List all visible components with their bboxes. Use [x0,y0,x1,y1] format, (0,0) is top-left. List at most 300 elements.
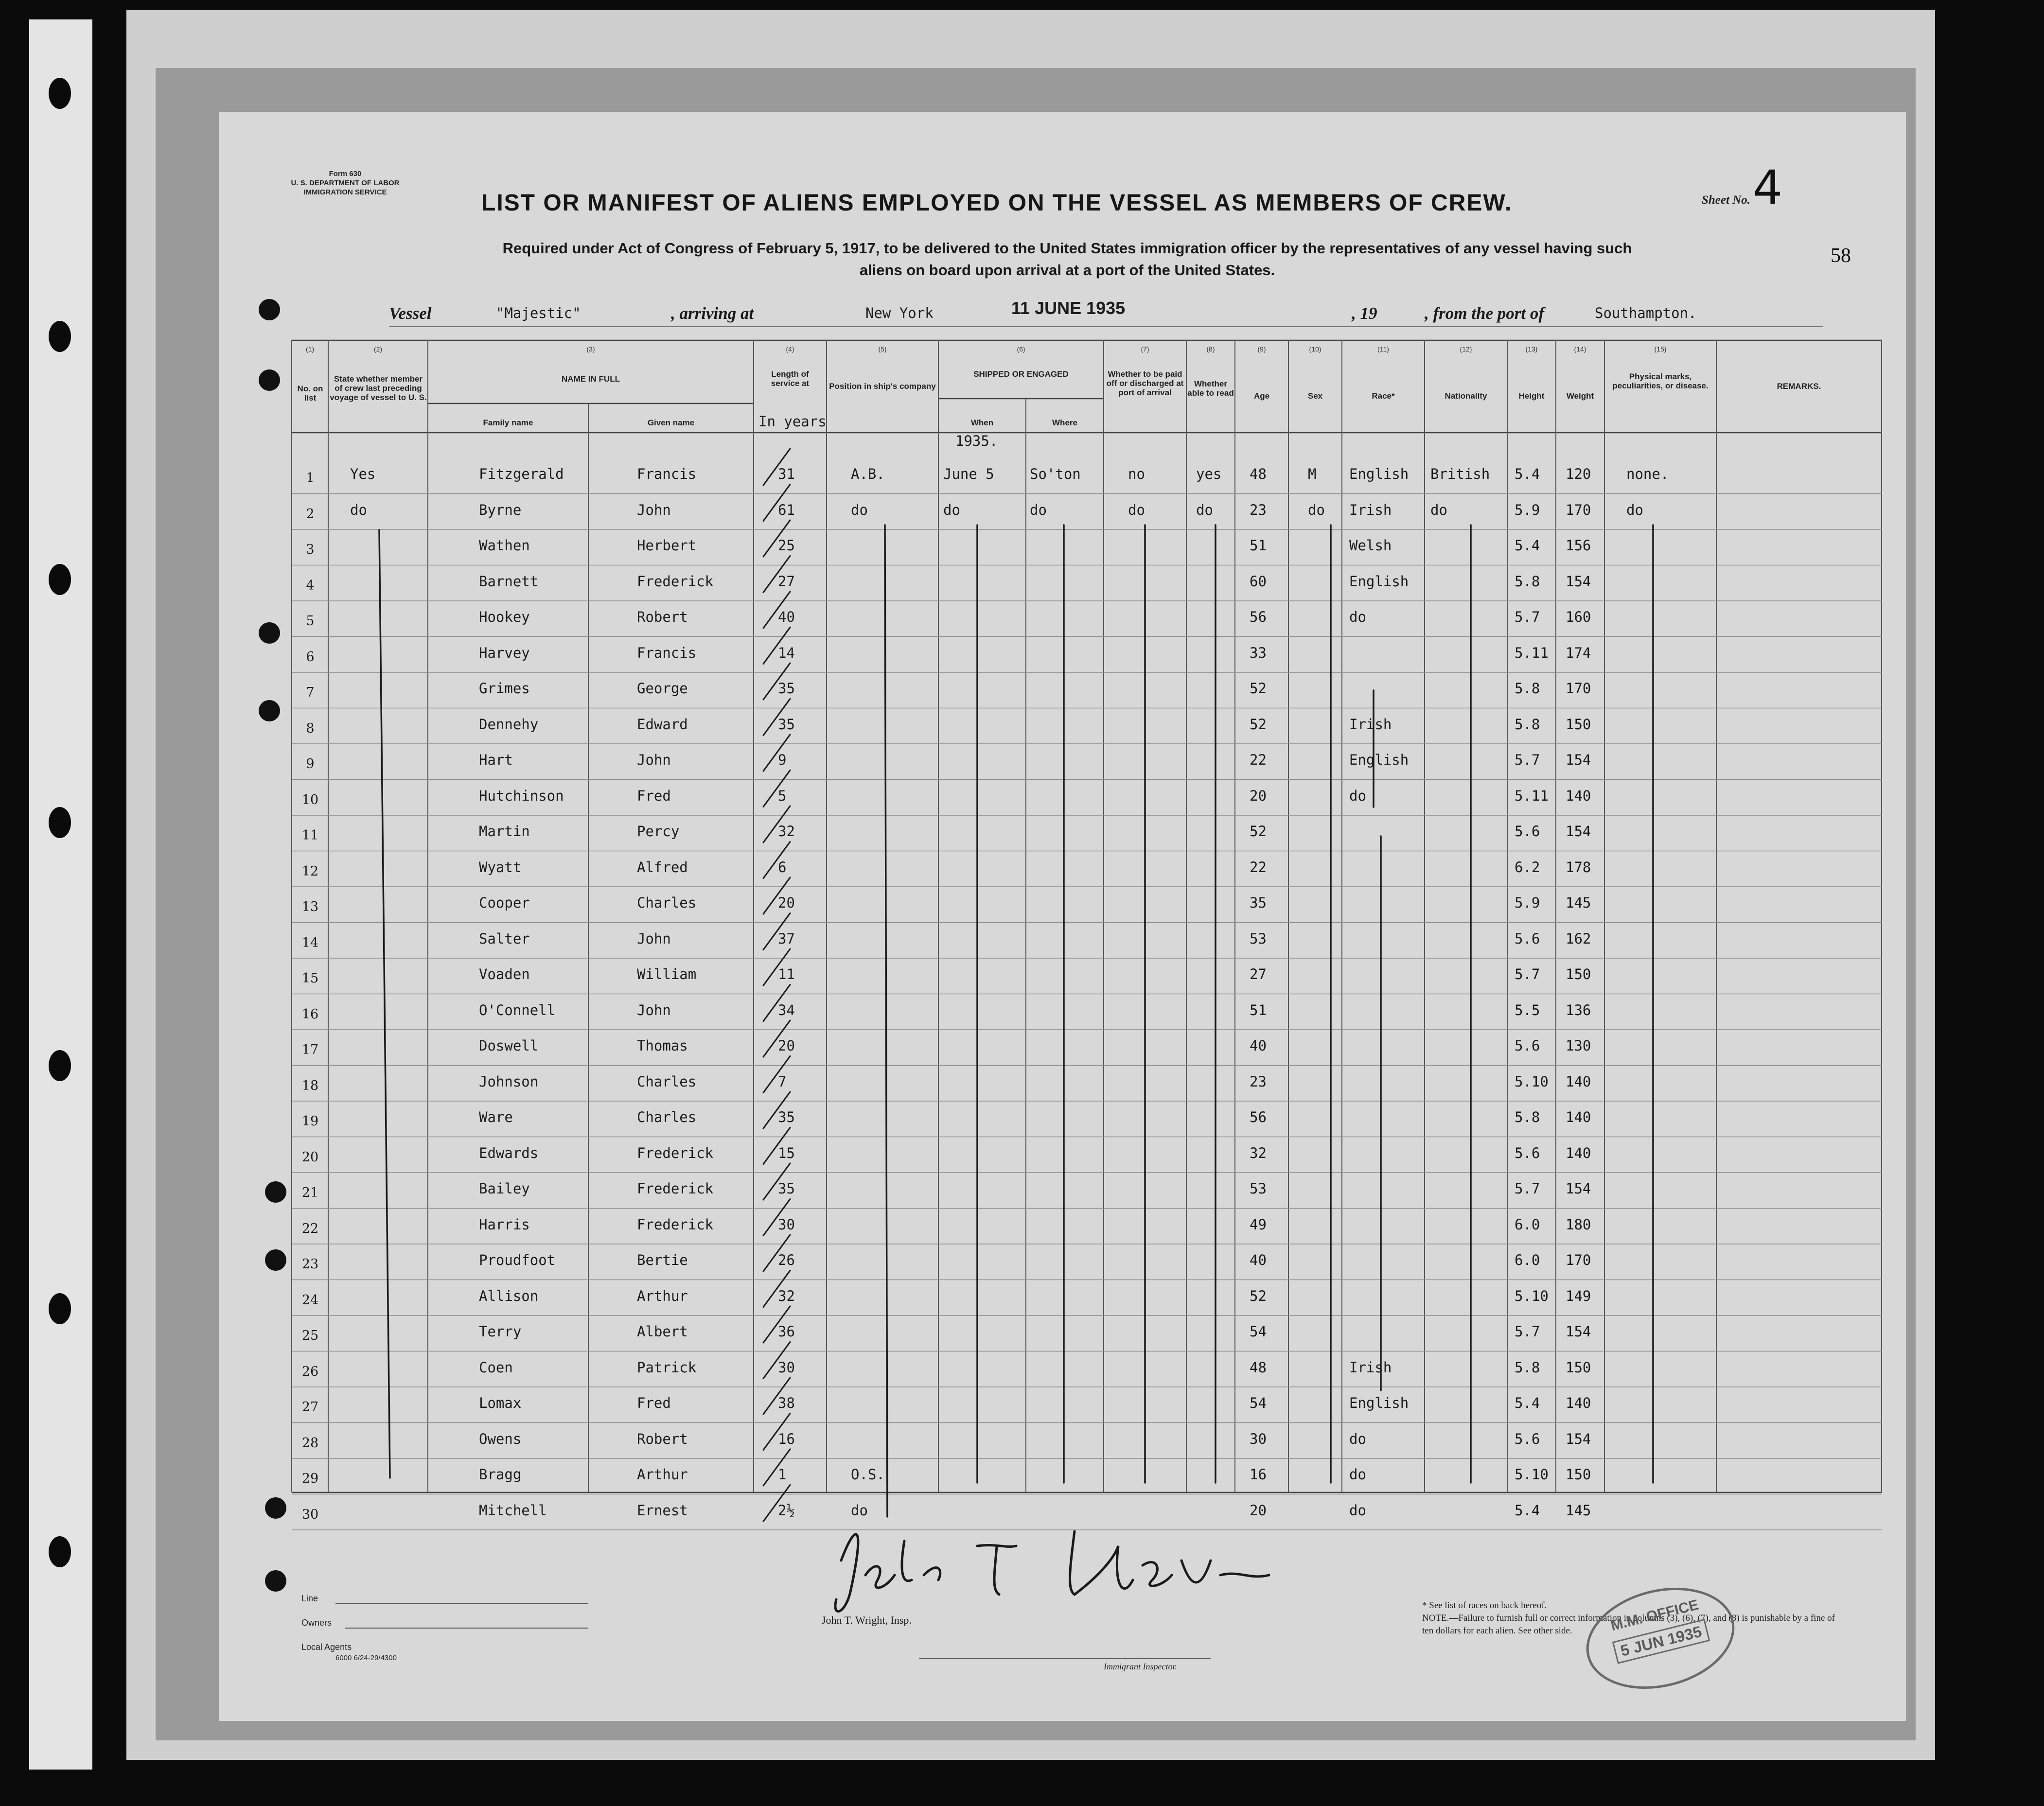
given-name-cell: William [637,966,697,982]
sex-cell: do [1308,501,1325,518]
height-cell: 5.8 [1515,716,1540,733]
row-number-cell: 23 [301,1257,319,1272]
given-name-cell: Robert [637,609,688,625]
weight-cell: 136 [1566,1001,1591,1018]
departure-port: Southampton. [1595,305,1697,321]
binder-hole [49,78,71,109]
family-name-cell: Bailey [479,1180,530,1197]
age-cell: 30 [1250,1430,1267,1447]
manifest-sheet [219,112,1906,1721]
family-name-cell: O'Connell [479,1001,556,1018]
given-name-cell: Fred [637,1395,671,1411]
page-number: 58 [1831,245,1851,267]
given-name-cell: John [637,1001,671,1018]
weight-cell: 150 [1566,1359,1591,1376]
prev-voyage-cell: Yes [350,466,376,482]
length-of-service-cell: 20 [778,894,795,911]
row-number-cell: 1 [306,471,315,486]
given-name-cell: Arthur [637,1287,688,1304]
race-cell: Irish [1349,501,1392,518]
height-cell: 5.4 [1515,1395,1540,1411]
col-head-weight: Weight [1566,391,1594,401]
sheet-number: 4 [1753,160,1783,215]
height-cell: 5.6 [1515,823,1540,840]
height-cell: 5.9 [1515,894,1540,911]
length-of-service-cell: 26 [778,1252,795,1268]
weight-cell: 154 [1566,1180,1591,1197]
given-name-cell: Frederick [637,1216,714,1233]
age-cell: 56 [1250,1109,1267,1125]
length-of-service-cell: 61 [778,501,795,518]
inspector-signature [822,1502,1434,1629]
owners-rule [345,1628,588,1629]
height-cell: 5.10 [1515,1287,1549,1304]
length-of-service-cell: 20 [778,1037,795,1054]
col-num-6: (6) [1017,345,1025,353]
weight-cell: 145 [1566,1502,1591,1519]
col-head-when: When [970,418,994,427]
given-name-cell: Albert [637,1323,688,1340]
height-cell: 5.7 [1515,966,1540,982]
weight-cell: 154 [1566,823,1591,840]
col-head-sex: Sex [1307,391,1323,401]
col-head-race: Race* [1372,391,1395,401]
row-number-cell: 26 [301,1364,319,1379]
length-of-service-cell: 37 [778,930,795,947]
service-name: IMMIGRATION SERVICE [303,188,387,196]
col-head-given-name: Given name [647,418,695,427]
weight-cell: 170 [1566,501,1591,518]
length-of-service-cell: 35 [778,1180,795,1197]
col-head-age: Age [1253,391,1270,401]
family-name-cell: Cooper [479,894,530,911]
age-cell: 53 [1250,1180,1267,1197]
arrival-date-stamp: 11 JUNE 1935 [1011,298,1126,318]
col-num-10: (10) [1309,345,1322,353]
arrival-port: New York [865,305,934,321]
race-cell: Irish [1349,716,1392,733]
height-cell: 5.6 [1515,930,1540,947]
family-name-cell: Salter [479,930,530,947]
given-name-cell: Edward [637,716,688,733]
length-of-service-cell: 25 [778,537,795,554]
given-name-cell: Thomas [637,1037,688,1054]
weight-cell: 174 [1566,644,1591,661]
stamp-office: M.M. OFFICE [1609,1596,1700,1634]
position-cell: A.B. [851,466,885,482]
shipped-when-cell: June 5 [943,466,994,482]
row-number-cell: 5 [306,614,315,629]
race-cell: English [1349,573,1409,590]
sex-cell: M [1308,466,1317,482]
given-name-cell: Charles [637,1073,697,1090]
col-head-height: Height [1518,391,1545,401]
subtitle-line-1: Required under Act of Congress of February 5, 1917, to be delivered to the United States immigration officer by the representatives of any vessel having such [502,240,1632,257]
physical-marks-cell: none. [1626,466,1669,482]
col-head-remarks: REMARKS. [1777,382,1821,391]
age-cell: 52 [1250,716,1267,733]
weight-cell: 140 [1566,1109,1591,1125]
stamp-date: 5 JUN 1935 [1612,1619,1710,1664]
col-num-8: (8) [1206,345,1215,353]
col-head-position: Position in ship's company [829,382,936,391]
family-name-cell: Harvey [479,644,530,661]
nationality-cell: British [1430,466,1490,482]
col-num-13: (13) [1525,345,1538,353]
height-cell: 5.7 [1515,1323,1540,1340]
arriving-label: , arriving at [671,304,754,323]
binder-hole [49,1536,71,1567]
binder-strip [29,19,92,1770]
age-cell: 48 [1250,466,1267,482]
age-cell: 35 [1250,894,1267,911]
row-number-cell: 8 [306,720,315,736]
given-name-cell: Frederick [637,1144,714,1161]
family-name-cell: Hutchinson [479,787,564,804]
length-of-service-cell: 34 [778,1001,795,1018]
weight-cell: 178 [1566,859,1591,876]
given-name-cell: Frederick [637,573,714,590]
length-of-service-cell: 16 [778,1430,795,1447]
length-of-service-cell: 36 [778,1323,795,1340]
form-number: Form 630 [329,170,362,178]
height-cell: 5.6 [1515,1430,1540,1447]
race-footnote: * See list of races on back hereof. [1422,1600,1547,1611]
line-label: Line [301,1594,318,1603]
given-name-cell: Ernest [637,1502,688,1519]
paid-off-cell: do [1128,501,1145,518]
family-name-cell: Lomax [479,1395,522,1411]
local-agents-label: Local Agents [301,1642,352,1652]
col-num-1: (1) [305,345,315,353]
height-cell: 5.7 [1515,1180,1540,1197]
height-cell: 5.5 [1515,1001,1540,1018]
age-cell: 22 [1250,859,1267,876]
weight-cell: 140 [1566,787,1591,804]
age-cell: 20 [1250,787,1267,804]
race-cell: do [1349,609,1366,625]
age-cell: 23 [1250,501,1267,518]
age-cell: 20 [1250,1502,1267,1519]
family-name-cell: Edwards [479,1144,539,1161]
row-number-cell: 29 [301,1471,319,1486]
family-name-cell: Proudfoot [479,1252,556,1268]
row-number-cell: 18 [301,1078,319,1093]
given-name-cell: Bertie [637,1252,688,1268]
col-num-14: (14) [1574,345,1586,353]
age-cell: 49 [1250,1216,1267,1233]
family-name-cell: Doswell [479,1037,539,1054]
owners-label: Owners [301,1618,332,1628]
race-cell: do [1349,1466,1366,1483]
height-cell: 6.0 [1515,1252,1540,1268]
family-name-cell: Wathen [479,537,530,554]
col-head-length-of-service: Length of service at [771,369,810,388]
row-number-cell: 30 [301,1507,319,1522]
height-cell: 5.10 [1515,1073,1549,1090]
family-name-cell: Voaden [479,966,530,982]
col-num-15: (15) [1654,345,1667,353]
height-cell: 5.8 [1515,680,1540,697]
row-number-cell: 10 [301,792,319,807]
signature-text: John T. Wright, Insp. [822,1614,912,1626]
given-name-cell: Herbert [637,537,697,554]
age-cell: 51 [1250,1001,1267,1018]
height-cell: 5.4 [1515,1502,1540,1519]
given-name-cell: Charles [637,894,697,911]
age-cell: 40 [1250,1252,1267,1268]
family-name-cell: Bragg [479,1466,522,1483]
family-name-cell: Martin [479,823,530,840]
print-code: 6000 6/24-29/4300 [335,1654,397,1662]
weight-cell: 120 [1566,466,1591,482]
race-cell: English [1349,1395,1409,1411]
race-cell: English [1349,466,1409,482]
given-name-cell: Frederick [637,1180,714,1197]
height-cell: 6.2 [1515,859,1540,876]
col-head-no-on-list: No. on list [297,384,323,403]
family-name-cell: Grimes [479,680,530,697]
given-name-cell: Fred [637,787,671,804]
age-cell: 54 [1250,1395,1267,1411]
family-name-cell: Owens [479,1430,522,1447]
family-name-cell: Barnett [479,573,539,590]
height-cell: 5.6 [1515,1144,1540,1161]
length-of-service-cell: 30 [778,1359,795,1376]
row-number-cell: 12 [301,863,319,879]
shipped-where-cell: So'ton [1030,466,1081,482]
length-of-service-cell: 27 [778,573,795,590]
length-of-service-cell: 6 [778,859,787,876]
height-cell: 5.8 [1515,573,1540,590]
weight-cell: 154 [1566,752,1591,768]
weight-cell: 170 [1566,1252,1591,1268]
inspector-label: Immigrant Inspector. [1104,1662,1177,1671]
row-number-cell: 13 [301,899,319,914]
length-of-service-cell: 35 [778,1109,795,1125]
race-cell: do [1349,1502,1366,1519]
family-name-cell: Dennehy [479,716,539,733]
col-num-4: (4) [786,345,794,353]
year-label: , 19 [1352,304,1377,323]
given-name-cell: Percy [637,823,680,840]
row-number-cell: 25 [301,1328,319,1343]
race-cell: Irish [1349,1359,1392,1376]
weight-cell: 150 [1566,1466,1591,1483]
height-cell: 5.11 [1515,644,1549,661]
col-num-9: (9) [1257,345,1266,353]
weight-cell: 150 [1566,966,1591,982]
age-cell: 52 [1250,1287,1267,1304]
col-head-physical-marks: Physical marks, peculiarities, or disease. [1612,372,1709,390]
binder-hole [49,564,71,595]
length-of-service-cell: 11 [778,966,795,982]
age-cell: 32 [1250,1144,1267,1161]
row-number-cell: 9 [306,756,315,771]
family-name-cell: Coen [479,1359,513,1376]
age-cell: 52 [1250,823,1267,840]
row-number-cell: 14 [301,935,319,950]
prev-voyage-cell: do [350,501,367,518]
subtitle-line-2: aliens on board upon arrival at a port of the United States. [859,262,1275,279]
given-name-cell: Robert [637,1430,688,1447]
given-name-cell: Francis [637,644,697,661]
height-cell: 5.6 [1515,1037,1540,1054]
age-cell: 27 [1250,966,1267,982]
row-number-cell: 11 [301,828,319,843]
given-name-cell: John [637,752,671,768]
weight-cell: 145 [1566,894,1591,911]
age-cell: 52 [1250,680,1267,697]
col-head-family-name: Family name [483,418,533,427]
weight-cell: 140 [1566,1073,1591,1090]
family-name-cell: Allison [479,1287,539,1304]
sheet-label: Sheet No. [1702,193,1750,207]
race-cell: English [1349,752,1409,768]
age-cell: 48 [1250,1359,1267,1376]
height-cell: 5.11 [1515,787,1549,804]
row-number-cell: 7 [306,685,315,700]
position-cell: do [851,501,868,518]
document-title: LIST OR MANIFEST OF ALIENS EMPLOYED ON THE VESSEL AS MEMBERS OF CREW. [481,190,1513,216]
length-of-service-cell: 15 [778,1144,795,1161]
row-number-cell: 6 [306,649,315,665]
family-name-cell: Mitchell [479,1502,547,1519]
height-cell: 5.4 [1515,466,1540,482]
from-port-label: , from the port of [1425,304,1544,323]
col-head-name-in-full: NAME IN FULL [562,374,620,384]
weight-cell: 154 [1566,1430,1591,1447]
weight-cell: 154 [1566,573,1591,590]
family-name-cell: Terry [479,1323,522,1340]
weight-cell: 130 [1566,1037,1591,1054]
row-number-cell: 2 [306,506,315,522]
length-of-service-cell: 30 [778,1216,795,1233]
family-name-cell: Harris [479,1216,530,1233]
weight-cell: 180 [1566,1216,1591,1233]
row-number-cell: 28 [301,1435,319,1451]
col-head-previous-voyage: State whether member of crew last preceding voyage of vessel to U. S. [330,374,427,402]
table-grid [219,112,1906,1721]
binder-hole [49,1050,71,1081]
col-head-able-to-read: Whether able to read [1187,379,1234,398]
race-cell: Welsh [1349,537,1392,554]
inspector-line [919,1658,1211,1659]
length-of-service-cell: 2½ [778,1502,795,1519]
weight-cell: 150 [1566,716,1591,733]
col-num-7: (7) [1141,345,1149,353]
penalty-note: NOTE.—Failure to furnish full or correct information in columns (3), (6), (7), and (8) is punishable by a fine of ten dollars for each alien. See other side. [1422,1613,1835,1636]
length-of-service-cell: 35 [778,680,795,697]
length-of-service-cell: 35 [778,716,795,733]
length-of-service-cell: 31 [778,466,795,482]
family-name-cell: Ware [479,1109,513,1125]
department-name: U. S. DEPARTMENT OF LABOR [291,179,400,187]
length-of-service-cell: 1 [778,1466,787,1483]
given-name-cell: Arthur [637,1466,688,1483]
weight-cell: 154 [1566,1323,1591,1340]
weight-cell: 160 [1566,609,1591,625]
binder-hole [49,807,71,838]
family-name-cell: Johnson [479,1073,539,1090]
given-name-cell: Patrick [637,1359,697,1376]
family-name-cell: Hookey [479,609,530,625]
row-number-cell: 27 [301,1400,319,1415]
given-name-cell: George [637,680,688,697]
given-name-cell: John [637,930,671,947]
weight-cell: 140 [1566,1395,1591,1411]
shipped-where-cell: do [1030,501,1047,518]
able-to-read-cell: do [1196,501,1213,518]
height-cell: 5.4 [1515,537,1540,554]
paid-off-cell: no [1128,466,1145,482]
weight-cell: 162 [1566,930,1591,947]
col-head-nationality: Nationality [1445,391,1487,401]
binder-hole [49,321,71,352]
age-cell: 22 [1250,752,1267,768]
able-to-read-cell: yes [1196,466,1222,482]
height-cell: 5.10 [1515,1466,1549,1483]
col-num-12: (12) [1460,345,1472,353]
height-cell: 5.7 [1515,609,1540,625]
row-number-cell: 15 [301,971,319,986]
weight-cell: 170 [1566,680,1591,697]
age-cell: 53 [1250,930,1267,947]
length-of-service-cell: 32 [778,823,795,840]
height-cell: 5.8 [1515,1109,1540,1125]
given-name-cell: John [637,501,671,518]
weight-cell: 149 [1566,1287,1591,1304]
shipped-when-cell: do [943,501,960,518]
length-of-service-cell: 40 [778,609,795,625]
age-cell: 51 [1250,537,1267,554]
row-number-cell: 21 [301,1185,319,1200]
given-name-cell: Charles [637,1109,697,1125]
position-cell: O.S. [851,1466,885,1483]
family-name-cell: Byrne [479,501,522,518]
age-cell: 16 [1250,1466,1267,1483]
col-head-shipped-engaged: SHIPPED OR ENGAGED [973,369,1069,379]
position-cell: do [851,1502,868,1519]
col-head-paid-off: Whether to be paid off or discharged at port of arrival [1106,369,1184,397]
row-number-cell: 19 [301,1114,319,1129]
age-cell: 23 [1250,1073,1267,1090]
height-cell: 5.9 [1515,501,1540,518]
col-head-where: Where [1052,418,1077,427]
age-cell: 40 [1250,1037,1267,1054]
row-number-cell: 24 [301,1292,319,1308]
family-name-cell: Hart [479,752,513,768]
length-of-service-cell: 14 [778,644,795,661]
age-cell: 33 [1250,644,1267,661]
family-name-cell: Wyatt [479,859,522,876]
length-of-service-cell: 7 [778,1073,787,1090]
col-head-in-years: In years [758,413,827,430]
weight-cell: 140 [1566,1144,1591,1161]
given-name-cell: Alfred [637,859,688,876]
binder-hole [49,1293,71,1324]
height-cell: 5.7 [1515,752,1540,768]
race-cell: do [1349,787,1366,804]
race-cell: do [1349,1430,1366,1447]
col-num-5: (5) [878,345,887,353]
height-cell: 6.0 [1515,1216,1540,1233]
family-name-cell: Fitzgerald [479,466,564,482]
length-of-service-cell: 32 [778,1287,795,1304]
physical-marks-cell: do [1626,501,1643,518]
height-cell: 5.8 [1515,1359,1540,1376]
year-entry: 1935. [955,433,998,449]
